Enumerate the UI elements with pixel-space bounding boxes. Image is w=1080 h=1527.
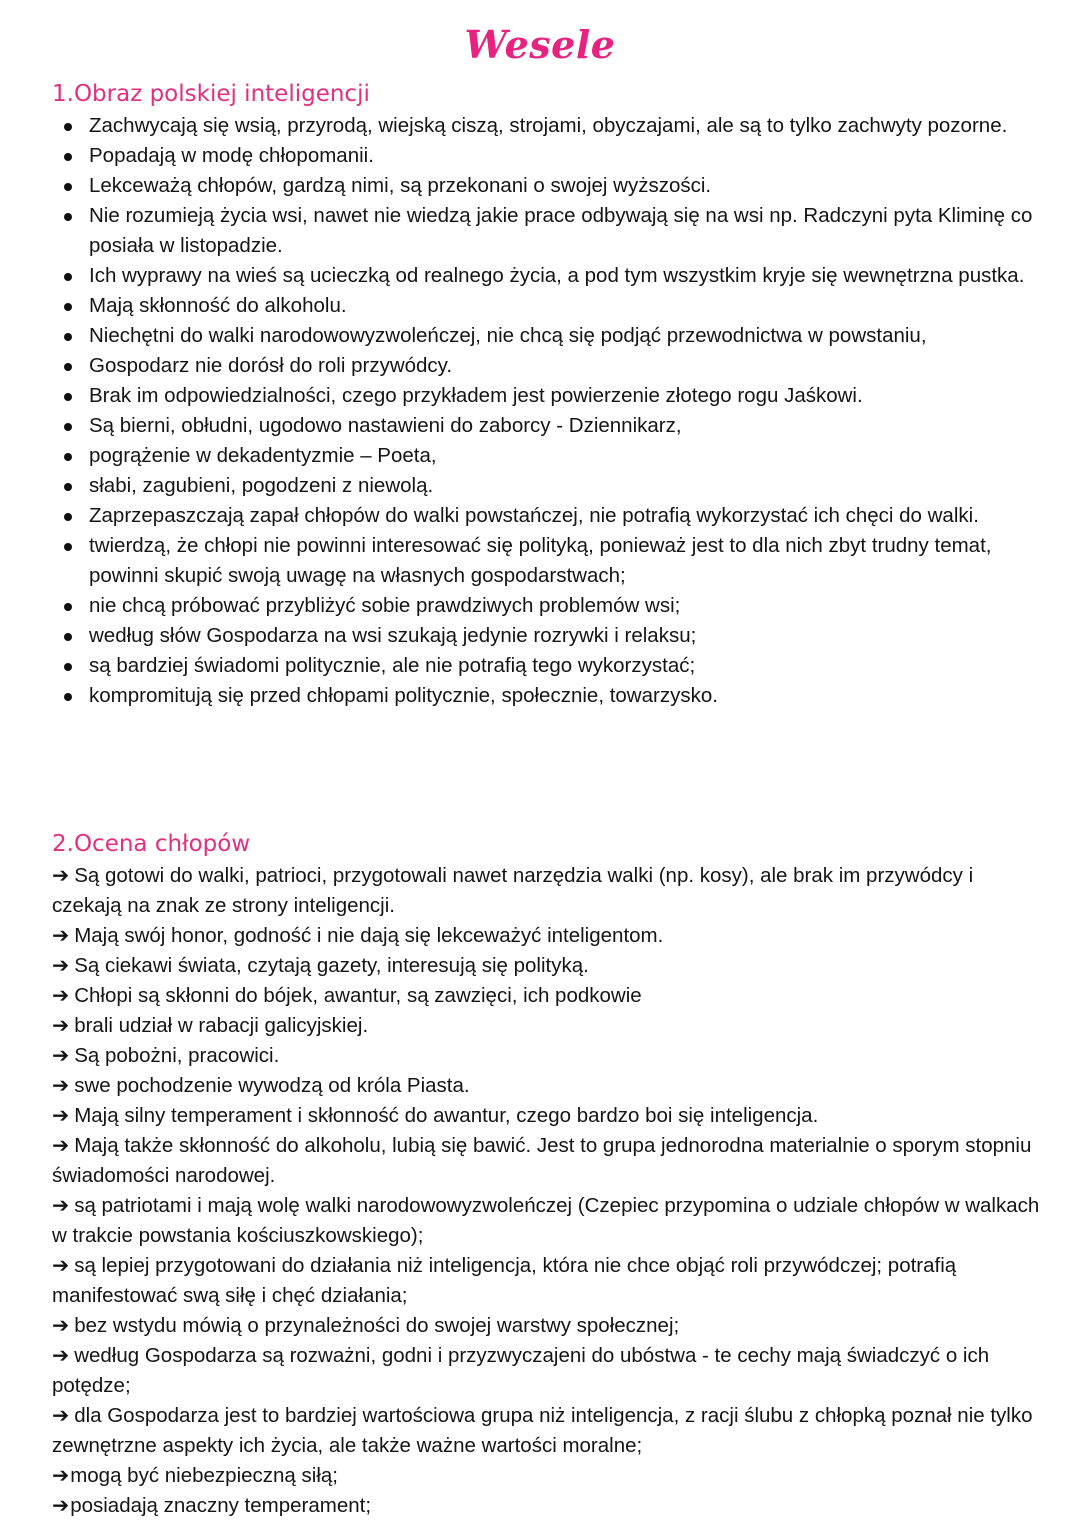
list-item-text: Są gotowi do walki, patrioci, przygotowali nawet narzędzia walki (np. kosy), ale brak im przywódcy i czekają na znak ze strony inteligencji. [52,864,974,917]
list-item-text: dla Gospodarza jest to bardziej wartościowa grupa niż inteligencja, z racji ślubu z chłopką poznał nie tylko zewnętrzne aspekty ich życia, ale także ważne wartości moralne; [52,1404,1033,1457]
arrow-right-icon: ➔ [52,1404,70,1427]
list-item [52,981,1042,1011]
list-item-text: Są ciekawi świata, czytają gazety, interesują się polityką. [74,954,589,977]
arrow-right-icon: ➔ [52,924,70,947]
list-item-text: Niechętni do walki narodowowyzwoleńczej, nie chcą się podjąć przewodnictwa w powstaniu, [89,324,927,347]
list-item-text: Zachwycają się wsią, przyrodą, wiejską ciszą, strojami, obyczajami, ale są to tylko zachwyty pozorne. [89,114,1008,137]
list-item-text: Brak im odpowiedzialności, czego przykładem jest powierzenie złotego rogu Jaśkowi. [89,384,863,407]
bullet-icon [64,423,72,431]
arrow-right-icon: ➔ [52,984,70,1007]
section-heading-peasants: 2.Ocena chłopów [52,831,251,857]
arrow-right-icon: ➔ [52,1194,70,1217]
list-item [52,1341,1042,1401]
bullet-icon [64,693,72,701]
list-item [60,501,1040,531]
list-item [60,441,1040,471]
bullet-icon [64,333,72,341]
bullet-icon [64,363,72,371]
arrow-right-icon: ➔ [52,1104,70,1127]
list-item [52,1401,1042,1461]
list-item-text: według słów Gospodarza na wsi szukają jedynie rozrywki i relaksu; [89,624,697,647]
list-item [60,111,1040,141]
list-item-text: Mają skłonność do alkoholu. [89,294,347,317]
list-item-text: są patriotami i mają wolę walki narodowowyzwoleńczej (Czepiec przypomina o udziale chłopów w walkach w trakcie powstania kościuszkowskiego); [52,1194,1040,1247]
arrow-right-icon: ➔ [52,1074,70,1097]
list-item-text: Ich wyprawy na wieś są ucieczką od realnego życia, a pod tym wszystkim kryje się wewnętrzna pustka. [89,264,1025,287]
list-item-text: Są pobożni, pracowici. [74,1044,280,1067]
list-item [60,141,1040,171]
list-item-text: według Gospodarza są rozważni, godni i przyzwyczajeni do ubóstwa - te cechy mają świadczyć o ich potędze; [52,1344,990,1397]
list-item-text: posiadają znaczny temperament; [70,1494,372,1517]
list-item [52,951,1042,981]
list-item [52,921,1042,951]
section-heading-intelligentsia: 1.Obraz polskiej inteligencji [52,81,370,107]
document-title: Wesele [464,22,616,67]
list-item [60,351,1040,381]
list-item-text: twierdzą, że chłopi nie powinni interesować się polityką, ponieważ jest to dla nich zbyt trudny temat, powinni skupić swoją uwagę na własnych gospodarstwach; [89,534,992,587]
arrow-right-icon: ➔ [52,1254,70,1277]
list-item [60,531,1040,591]
list-item [52,1131,1042,1191]
bullet-icon [64,393,72,401]
list-item-text: mogą być niebezpieczną siłą; [70,1464,338,1487]
arrow-right-icon: ➔ [52,1134,70,1157]
arrow-right-icon: ➔ [52,1464,70,1487]
list-item [60,471,1040,501]
bullet-icon [64,483,72,491]
bullet-icon [64,603,72,611]
peasants-list [52,861,1042,1521]
list-item-text: Są bierni, obłudni, ugodowo nastawieni do zaborcy - Dziennikarz, [89,414,682,437]
list-item [60,291,1040,321]
bullet-icon [64,513,72,521]
arrow-right-icon: ➔ [52,864,70,887]
list-item-text: Chłopi są skłonni do bójek, awantur, są zawzięci, ich podkowie [74,984,642,1007]
list-item [60,621,1040,651]
list-item [52,1311,1042,1341]
list-item-text: Mają silny temperament i skłonność do awantur, czego bardzo boi się inteligencja. [74,1104,819,1127]
list-item [60,681,1040,711]
bullet-icon [64,123,72,131]
intelligentsia-list [60,111,1040,711]
list-item-text: Gospodarz nie dorósł do roli przywódcy. [89,354,453,377]
bullet-icon [64,183,72,191]
list-item [52,1461,1042,1491]
bullet-icon [64,633,72,641]
list-item [60,321,1040,351]
list-item-text: Mają także skłonność do alkoholu, lubią się bawić. Jest to grupa jednorodna materialnie o sporym stopniu świadomości narodowej. [52,1134,1032,1187]
bullet-icon [64,303,72,311]
arrow-right-icon: ➔ [52,954,70,977]
list-item-text: Nie rozumieją życia wsi, nawet nie wiedzą jakie prace odbywają się na wsi np. Radczyni pyta Kliminę co posiała w listopadzie. [89,204,1033,257]
list-item [60,261,1040,291]
arrow-right-icon: ➔ [52,1014,70,1037]
list-item [60,381,1040,411]
list-item-text: są lepiej przygotowani do działania niż inteligencja, która nie chce objąć roli przywódczej; potrafią manifestować swą siłę i chęć działania; [52,1254,957,1307]
list-item [52,1101,1042,1131]
list-item-text: brali udział w rabacji galicyjskiej. [74,1014,369,1037]
list-item [52,1071,1042,1101]
bullet-icon [64,153,72,161]
list-item-text: swe pochodzenie wywodzą od króla Piasta. [74,1074,470,1097]
list-item-text: Zaprzepaszczają zapał chłopów do walki powstańczej, nie potrafią wykorzystać ich chęci do walki. [89,504,979,527]
list-item [52,1491,1042,1521]
list-item-text: pogrążenie w dekadentyzmie – Poeta, [89,444,437,467]
bullet-icon [64,273,72,281]
arrow-right-icon: ➔ [52,1044,70,1067]
arrow-right-icon: ➔ [52,1494,70,1517]
list-item [60,411,1040,441]
list-item-text: Lekceważą chłopów, gardzą nimi, są przekonani o swojej wyższości. [89,174,712,197]
list-item-text: Mają swój honor, godność i nie dają się lekceważyć inteligentom. [74,924,664,947]
list-item-text: Popadają w modę chłopomanii. [89,144,374,167]
list-item [60,651,1040,681]
list-item [52,1191,1042,1251]
arrow-right-icon: ➔ [52,1344,70,1367]
list-item [60,171,1040,201]
arrow-right-icon: ➔ [52,1314,70,1337]
list-item [52,1041,1042,1071]
list-item-text: bez wstydu mówią o przynależności do swojej warstwy społecznej; [74,1314,680,1337]
list-item-text: słabi, zagubieni, pogodzeni z niewolą. [89,474,434,497]
list-item [60,201,1040,261]
list-item [52,1251,1042,1311]
list-item-text: nie chcą próbować przybliżyć sobie prawdziwych problemów wsi; [89,594,681,617]
bullet-icon [64,663,72,671]
list-item [52,861,1042,921]
list-item-text: kompromitują się przed chłopami politycznie, społecznie, towarzysko. [89,684,718,707]
bullet-icon [64,213,72,221]
bullet-icon [64,543,72,551]
list-item [60,591,1040,621]
bullet-icon [64,453,72,461]
list-item-text: są bardziej świadomi politycznie, ale nie potrafią tego wykorzystać; [89,654,696,677]
list-item [52,1011,1042,1041]
